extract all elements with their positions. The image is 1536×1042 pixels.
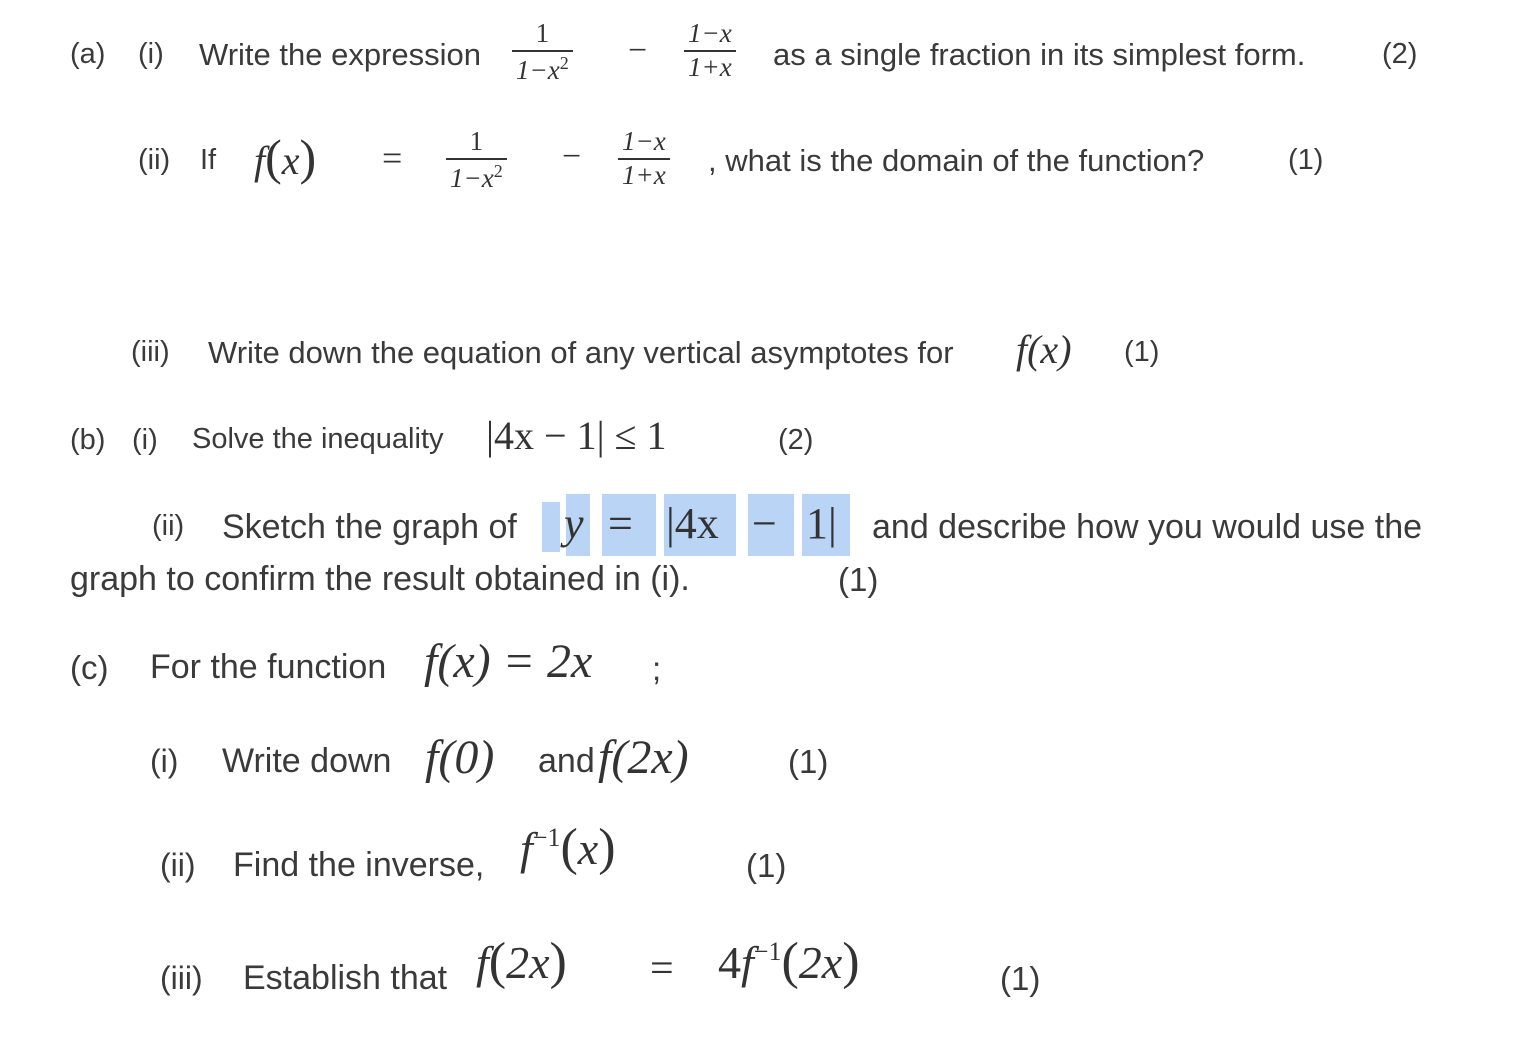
part-a-label: (a) <box>70 38 106 70</box>
part-a-i-text: Write the expression <box>199 37 481 72</box>
denominator-exponent: 2 <box>493 161 503 181</box>
math-f-of-x-equals-2x: f(x) = 2x <box>424 635 593 688</box>
part-a-ii-marks: (1) <box>1288 144 1324 176</box>
denominator-exponent: 2 <box>559 53 569 73</box>
variable-x: x <box>281 138 300 183</box>
math-f-of-2x: f(2x) <box>598 731 689 784</box>
function-name: f <box>741 937 754 988</box>
part-a-ii-if: If <box>200 144 217 176</box>
part-c-i-and: and <box>538 742 595 780</box>
function-f-of-x <box>254 129 317 185</box>
function-name: f <box>476 937 489 988</box>
math-f-of-0: f(0) <box>425 731 495 784</box>
fraction-1-over-1-minus-x-squared <box>446 128 507 192</box>
part-b-ii-label: (ii) <box>152 510 185 542</box>
fraction-denominator: 1+x <box>622 160 666 190</box>
part-a-iii-text: Write down the equation of any vertical asymptotes for <box>208 335 954 370</box>
function-name: f <box>254 138 266 183</box>
part-b-ii-line2: graph to confirm the result obtained in (i). <box>70 560 690 598</box>
minus-sign: − <box>628 32 648 69</box>
right-paren: ) <box>299 129 317 185</box>
math-f-inverse-of-x <box>520 819 616 876</box>
variable-x: x <box>577 823 599 874</box>
math-f-of-2x-equals-4-f-inverse-of-2x <box>476 933 567 990</box>
part-a-i-marks: (2) <box>1382 38 1418 70</box>
part-b-i-marks: (2) <box>778 424 814 456</box>
fraction-1-minus-x-over-1-plus-x <box>684 20 736 81</box>
denominator-base: 1−x <box>516 55 560 85</box>
part-c-ii-text: Find the inverse, <box>233 846 485 884</box>
part-c-intro-text: For the function <box>150 648 387 686</box>
part-c-i-text1: Write down <box>222 742 392 780</box>
left-paren: ( <box>560 819 578 876</box>
part-a-i-text-after: as a single fraction in its simplest form. <box>773 37 1306 72</box>
selection-highlight <box>542 502 560 552</box>
denominator-base: 1−x <box>450 163 494 193</box>
right-paren: ) <box>549 933 567 990</box>
part-c-iii-text: Establish that <box>243 959 448 997</box>
part-a-ii-label: (ii) <box>138 144 171 176</box>
right-paren: ) <box>598 819 616 876</box>
minus-sign: − <box>562 138 582 175</box>
fraction-denominator: 1+x <box>688 52 732 82</box>
part-a-iii-marks: (1) <box>1124 336 1160 368</box>
fraction-numerator: 1 <box>535 18 550 48</box>
part-c-ii-label: (ii) <box>160 847 196 883</box>
fraction-denominator <box>446 160 507 192</box>
part-c-iii-marks: (1) <box>1000 960 1041 997</box>
part-b-ii-text-after: and describe how you would use the <box>872 508 1423 546</box>
part-b-i-label: (i) <box>132 424 158 456</box>
part-c-intro-semicolon: ; <box>652 650 662 687</box>
left-paren: ( <box>488 933 507 990</box>
equals-sign: = <box>382 138 403 178</box>
math-f-of-x: f(x) <box>1016 327 1072 372</box>
left-paren: ( <box>265 129 282 185</box>
part-b-label: (b) <box>70 424 106 456</box>
math-y: y <box>564 499 584 548</box>
left-paren: ( <box>781 933 799 990</box>
part-b-ii-text: Sketch the graph of <box>222 508 517 546</box>
inverse-exponent: −1 <box>753 937 782 966</box>
part-c-label: (c) <box>70 649 109 686</box>
argument-2x: 2x <box>798 937 843 988</box>
math-abs-4x: |4x <box>666 499 719 548</box>
part-b-ii-marks: (1) <box>838 561 879 598</box>
right-paren: ) <box>842 933 860 990</box>
inverse-exponent: −1 <box>532 823 561 852</box>
math-4-f-inverse-of-2x <box>718 933 860 990</box>
math-equals: = <box>608 499 633 548</box>
math-minus: − <box>752 499 777 548</box>
equals-sign: = <box>650 946 674 992</box>
fraction-denominator <box>512 52 573 84</box>
argument-2x: 2x <box>506 937 550 988</box>
fraction-1-minus-x-over-1-plus-x <box>618 128 670 189</box>
part-c-ii-marks: (1) <box>746 847 787 884</box>
fraction-numerator: 1−x <box>688 18 732 48</box>
math-one-abs: 1| <box>806 499 837 548</box>
part-c-i-label: (i) <box>150 743 179 779</box>
part-a-iii-label: (iii) <box>131 336 170 368</box>
function-name: f <box>520 823 533 874</box>
part-a-ii-text-after: , what is the domain of the function? <box>708 143 1205 178</box>
part-b-i-text: Solve the inequality <box>192 423 444 455</box>
fraction-numerator: 1 <box>469 126 484 156</box>
fraction-1-over-1-minus-x-squared <box>512 20 573 84</box>
coefficient-4: 4 <box>718 937 741 988</box>
part-a-i-label: (i) <box>138 38 164 70</box>
part-c-iii-label: (iii) <box>160 960 203 996</box>
part-c-i-marks: (1) <box>788 743 829 780</box>
fraction-numerator: 1−x <box>622 126 666 156</box>
math-inequality: |4x − 1| ≤ 1 <box>486 413 667 458</box>
